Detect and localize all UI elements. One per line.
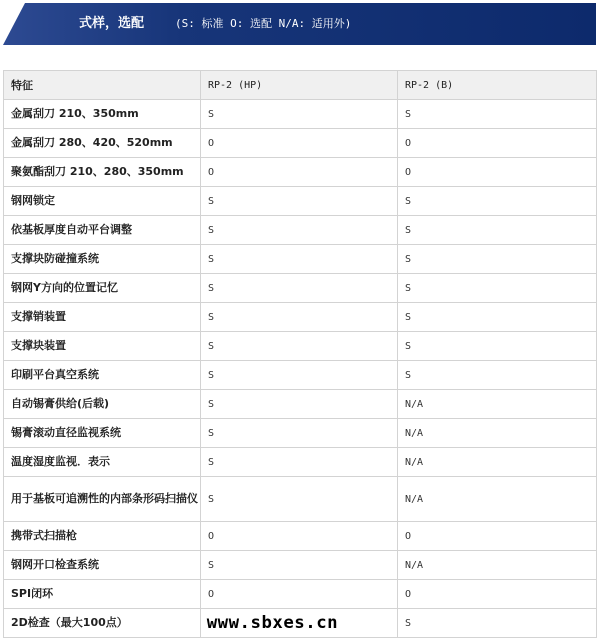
hp-value-cell: S: [201, 216, 398, 245]
hp-value-cell: S: [201, 551, 398, 580]
table-row: [4, 332, 597, 361]
feature-cell: 温度湿度监视．表示: [4, 448, 201, 477]
feature-cell: 自动锡膏供给(后载): [4, 390, 201, 419]
b-value-cell: N/A: [398, 419, 597, 448]
table-row: [4, 551, 597, 580]
hp-value-cell: [201, 609, 398, 638]
section-banner: [3, 3, 596, 45]
banner-title: 式样，选配: [79, 16, 145, 31]
feature-cell: 钢网锁定: [4, 187, 201, 216]
b-value-cell: O: [398, 580, 597, 609]
hp-value-cell: S: [201, 361, 398, 390]
hp-value-cell: S: [201, 187, 398, 216]
feature-cell: 用于基板可追溯性的内部条形码扫描仪: [4, 477, 201, 522]
table-row: [4, 361, 597, 390]
feature-cell: 携带式扫描枪: [4, 522, 201, 551]
b-value-cell: S: [398, 245, 597, 274]
hp-value-cell: S: [201, 332, 398, 361]
b-value-cell: O: [398, 522, 597, 551]
hp-value-cell: O: [201, 129, 398, 158]
b-value-cell: S: [398, 187, 597, 216]
b-value-cell: N/A: [398, 551, 597, 580]
table-row: [4, 100, 597, 129]
banner-legend: (S: 标准 O: 选配 N/A: 适用外): [175, 17, 352, 30]
table-row: [4, 158, 597, 187]
table-row: [4, 419, 597, 448]
feature-cell: 锡膏滚动直径监视系统: [4, 419, 201, 448]
feature-cell: 金属刮刀 280、420、520mm: [4, 129, 201, 158]
table-header-row: [4, 71, 597, 100]
hp-value-cell: S: [201, 477, 398, 522]
b-value-cell: O: [398, 158, 597, 187]
b-value-cell: S: [398, 361, 597, 390]
b-value-cell: N/A: [398, 390, 597, 419]
table-row: [4, 580, 597, 609]
watermark-text: www.sbxes.cn: [206, 613, 339, 633]
hp-value-cell: O: [201, 522, 398, 551]
b-value-cell: S: [398, 303, 597, 332]
feature-cell: 支撑块装置: [4, 332, 201, 361]
b-value-cell: S: [398, 100, 597, 129]
feature-cell: 金属刮刀 210、350mm: [4, 100, 201, 129]
spec-table: [3, 70, 597, 638]
table-row: [4, 274, 597, 303]
banner-notch: [3, 3, 25, 45]
feature-cell: 支撑块防碰撞系统: [4, 245, 201, 274]
hp-value-cell: O: [201, 158, 398, 187]
table-row: [4, 216, 597, 245]
table-row: [4, 390, 597, 419]
b-value-cell: S: [398, 216, 597, 245]
hp-value-cell: S: [201, 303, 398, 332]
hp-value-cell: S: [201, 390, 398, 419]
b-value-cell: S: [398, 332, 597, 361]
hp-value-cell: S: [201, 274, 398, 303]
b-value-cell: N/A: [398, 477, 597, 522]
table-row: [4, 522, 597, 551]
feature-cell: 聚氨酯刮刀 210、280、350mm: [4, 158, 201, 187]
hp-value-cell: S: [201, 245, 398, 274]
feature-cell: 钢网开口检查系统: [4, 551, 201, 580]
hp-value-cell: S: [201, 419, 398, 448]
table-row: [4, 448, 597, 477]
feature-cell: 钢网Y方向的位置记忆: [4, 274, 201, 303]
b-value-cell: S: [398, 609, 597, 638]
header-feature: 特征: [4, 71, 201, 100]
hp-value-cell: S: [201, 100, 398, 129]
feature-cell: 支撑销装置: [4, 303, 201, 332]
feature-cell: 2D检查（最大100点）: [4, 609, 201, 638]
table-row: [4, 303, 597, 332]
feature-cell: 印刷平台真空系统: [4, 361, 201, 390]
table-row: [4, 245, 597, 274]
table-row: [4, 187, 597, 216]
table-row: [4, 129, 597, 158]
header-model-hp: RP-2 (HP): [201, 71, 398, 100]
b-value-cell: S: [398, 274, 597, 303]
hp-value-cell: O: [201, 580, 398, 609]
header-model-b: RP-2 (B): [398, 71, 597, 100]
hp-value-cell: S: [201, 448, 398, 477]
b-value-cell: N/A: [398, 448, 597, 477]
feature-cell: SPI闭环: [4, 580, 201, 609]
feature-cell: 依基板厚度自动平台调整: [4, 216, 201, 245]
b-value-cell: O: [398, 129, 597, 158]
table-row: [4, 609, 597, 638]
table-row: [4, 477, 597, 522]
